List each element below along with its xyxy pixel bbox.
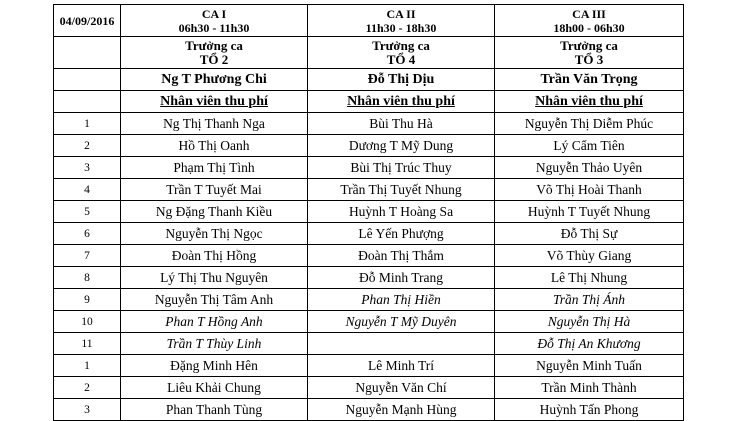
shift-2-staff: Lê Yến Phượng — [308, 223, 495, 245]
table-row — [54, 245, 684, 267]
shift-2-leader: Đỗ Thị Dịu — [308, 69, 495, 91]
table-row — [54, 267, 684, 289]
table-row — [54, 157, 684, 179]
table-row — [54, 333, 684, 355]
row-number: 11 — [54, 333, 121, 355]
shift-2-staff: Nguyễn Văn Chí — [308, 377, 495, 399]
shift-2-staff-header: Nhân viên thu phí — [308, 91, 495, 113]
staff-header-row — [54, 91, 684, 113]
shift-2-staff: Đoàn Thị Thắm — [308, 245, 495, 267]
row-number: 9 — [54, 289, 121, 311]
shift-3-staff: Võ Thị Hoài Thanh — [495, 179, 684, 201]
shift-1-staff: Phạm Thị Tình — [121, 157, 308, 179]
shift-1-staff: Trần T Thùy Linh — [121, 333, 308, 355]
shift-1-staff: Đoàn Thị Hồng — [121, 245, 308, 267]
row-number: 4 — [54, 179, 121, 201]
shift-3-leader-title: Trưởng ca — [560, 37, 618, 53]
shift-2-time: 11h30 - 18h30 — [365, 20, 437, 35]
table-row — [54, 377, 684, 399]
table-row — [54, 113, 684, 135]
row-number: 3 — [54, 157, 121, 179]
shift-3-staff: Đỗ Thị An Khương — [495, 333, 684, 355]
shift-2-staff: Nguyễn T Mỹ Duyên — [308, 311, 495, 333]
shift-2-staff: Trần Thị Tuyết Nhung — [308, 179, 495, 201]
shift-3-team — [495, 37, 684, 69]
table-row — [54, 179, 684, 201]
shift-2-staff: Lê Minh Trí — [308, 355, 495, 377]
shift-2-staff: Bùi Thị Trúc Thuy — [308, 157, 495, 179]
shift-2-staff: Bùi Thu Hà — [308, 113, 495, 135]
shift-2-team-name: TỔ 4 — [386, 51, 416, 67]
shift-header-row — [54, 5, 684, 37]
table-row — [54, 355, 684, 377]
shift-1-staff-header: Nhân viên thu phí — [121, 91, 308, 113]
shift-2-leader-title: Trưởng ca — [372, 37, 430, 53]
shift-3-staff: Nguyễn Thảo Uyên — [495, 157, 684, 179]
shift-3-name: CA III — [572, 6, 606, 21]
table-row — [54, 289, 684, 311]
shift-1-staff: Trần T Tuyết Mai — [121, 179, 308, 201]
shift-2-team — [308, 37, 495, 69]
shift-1-staff: Liêu Khải Chung — [121, 377, 308, 399]
shift-3-staff: Đỗ Thị Sự — [495, 223, 684, 245]
shift-1-staff: Đặng Minh Hên — [121, 355, 308, 377]
shift-3-time: 18h00 - 06h30 — [553, 20, 625, 35]
shift-1-team-name: TỔ 2 — [199, 51, 229, 67]
shift-1-staff: Ng Đặng Thanh Kiều — [121, 201, 308, 223]
shift-1-leader-title: Trưởng ca — [185, 37, 243, 53]
shift-3-staff: Nguyễn Minh Tuấn — [495, 355, 684, 377]
shift-1-staff: Lý Thị Thu Nguyên — [121, 267, 308, 289]
table-row — [54, 223, 684, 245]
shift-1-time: 06h30 - 11h30 — [178, 20, 250, 35]
shift-schedule-table — [53, 4, 684, 421]
shift-3-staff: Nguyễn Thị Hà — [495, 311, 684, 333]
shift-2-staff: Dương T Mỹ Dung — [308, 135, 495, 157]
shift-1-staff: Phan Thanh Tùng — [121, 399, 308, 421]
shift-1-staff: Phan T Hồng Anh — [121, 311, 308, 333]
shift-1-leader: Ng T Phương Chi — [121, 69, 308, 91]
shift-3-team-name: TỔ 3 — [574, 51, 604, 67]
date-cell: 04/09/2016 — [54, 5, 121, 37]
shift-1-header — [121, 5, 308, 37]
row-number: 2 — [54, 377, 121, 399]
team-row — [54, 37, 684, 69]
blank-cell — [54, 69, 121, 91]
blank-cell — [54, 91, 121, 113]
shift-2-staff: Đỗ Minh Trang — [308, 267, 495, 289]
shift-3-staff: Nguyễn Thị Diễm Phúc — [495, 113, 684, 135]
shift-3-staff: Huỳnh Tấn Phong — [495, 399, 684, 421]
shift-3-header — [495, 5, 684, 37]
row-number: 8 — [54, 267, 121, 289]
shift-3-leader: Trần Văn Trọng — [495, 69, 684, 91]
row-number: 1 — [54, 355, 121, 377]
shift-1-staff: Hồ Thị Oanh — [121, 135, 308, 157]
blank-cell — [54, 37, 121, 69]
shift-2-staff: Huỳnh T Hoàng Sa — [308, 201, 495, 223]
shift-1-staff: Nguyễn Thị Tâm Anh — [121, 289, 308, 311]
table-row — [54, 399, 684, 421]
shift-3-staff-header: Nhân viên thu phí — [495, 91, 684, 113]
leader-row — [54, 69, 684, 91]
row-number: 1 — [54, 113, 121, 135]
shift-2-header — [308, 5, 495, 37]
shift-3-staff: Lê Thị Nhung — [495, 267, 684, 289]
row-number: 2 — [54, 135, 121, 157]
shift-3-staff: Lý Cẩm Tiên — [495, 135, 684, 157]
row-number: 6 — [54, 223, 121, 245]
shift-1-name: CA I — [201, 6, 227, 21]
table-row — [54, 311, 684, 333]
row-number: 5 — [54, 201, 121, 223]
table-row — [54, 201, 684, 223]
shift-1-staff: Nguyễn Thị Ngọc — [121, 223, 308, 245]
shift-1-team — [121, 37, 308, 69]
shift-2-staff — [308, 333, 495, 355]
row-number: 3 — [54, 399, 121, 421]
shift-3-staff: Trần Thị Ánh — [495, 289, 684, 311]
shift-2-staff: Nguyễn Mạnh Hùng — [308, 399, 495, 421]
shift-3-staff: Trần Minh Thành — [495, 377, 684, 399]
table-row — [54, 135, 684, 157]
row-number: 10 — [54, 311, 121, 333]
shift-3-staff: Võ Thùy Giang — [495, 245, 684, 267]
shift-3-staff: Huỳnh T Tuyết Nhung — [495, 201, 684, 223]
shift-2-staff: Phan Thị Hiền — [308, 289, 495, 311]
row-number: 7 — [54, 245, 121, 267]
shift-1-staff: Ng Thị Thanh Nga — [121, 113, 308, 135]
shift-2-name: CA II — [386, 6, 416, 21]
